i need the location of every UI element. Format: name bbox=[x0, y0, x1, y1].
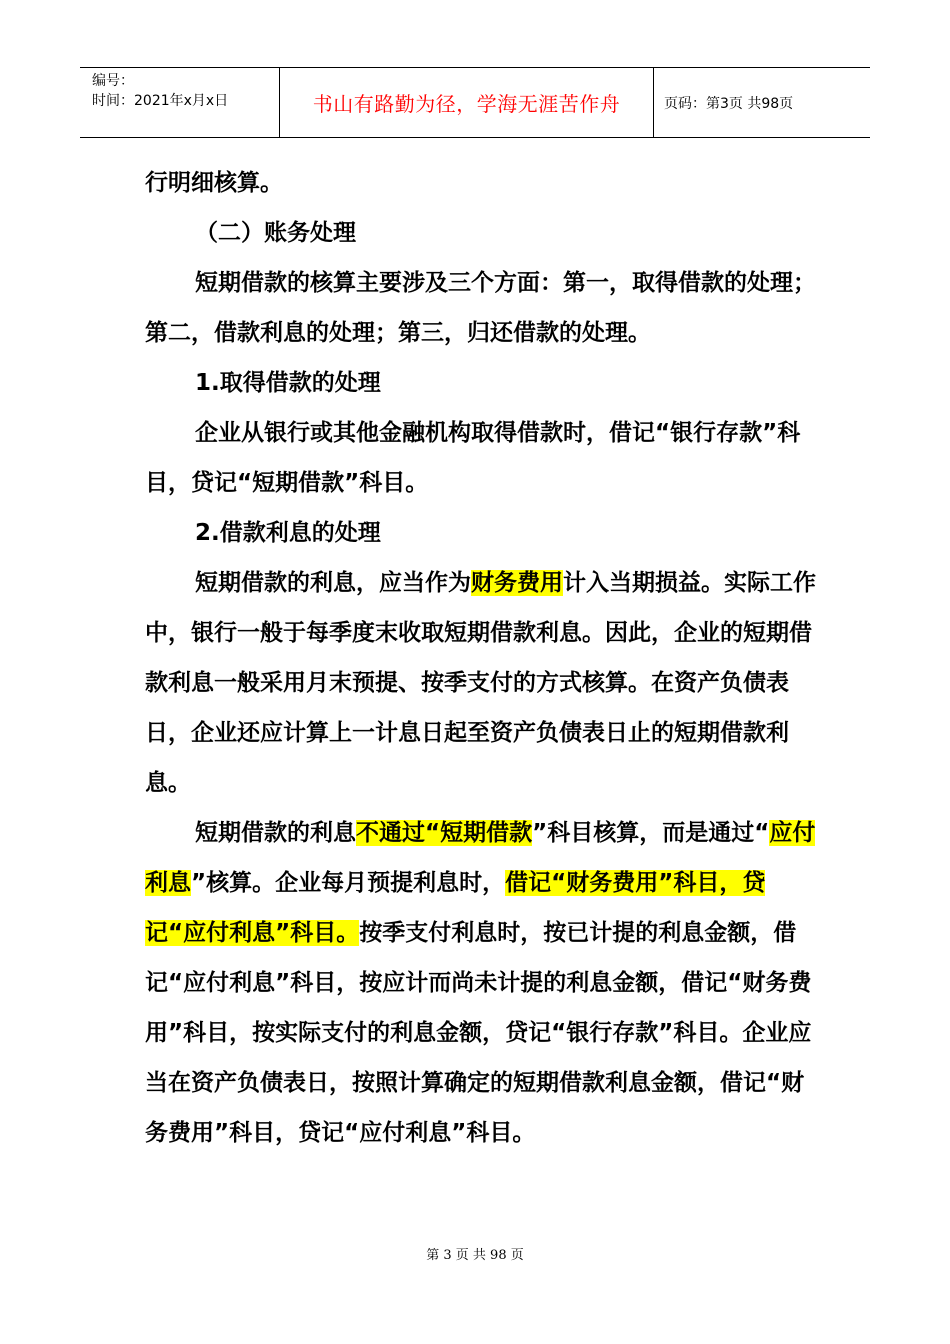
text-run: 按季支付利息时，按已计提的利息金额，借记“应付利息”科目，按应计而尚未计提的利息金额，借记“财务费用”科目，按实际支付的利息金额，贷记“银行存款”科目。企业应当在资产负债表日，按照计算确定的短期借款利息金额，借记“财务费用”科目，贷记“应付利息”科目。 bbox=[145, 920, 812, 1146]
text-run: 企业从银行或其他金融机构取得借款时，借记“银行存款”科目，贷记“短期借款”科目。 bbox=[145, 420, 801, 496]
page-footer: 第 3 页 共 98 页 bbox=[426, 1248, 524, 1263]
text-run: ”核算。企业每月预提利息时， bbox=[191, 870, 506, 896]
header-page-info: 页码：第3页 共98页 bbox=[664, 95, 794, 112]
text-run: 短期借款的核算主要涉及三个方面：第一，取得借款的处理；第二，借款利息的处理；第三，归还借款的处理。 bbox=[145, 270, 816, 346]
highlighted-text: 不通过“短期借款 bbox=[356, 820, 533, 846]
paragraph bbox=[145, 258, 825, 358]
text-run: （二）账务处理 bbox=[195, 220, 356, 246]
section-heading bbox=[145, 208, 825, 258]
text-run: ”科目核算，而是通过“ bbox=[532, 820, 770, 846]
subsection-heading bbox=[145, 358, 825, 408]
highlighted-text: 借记“财务费用”科目，贷记“应付利息”科目。 bbox=[145, 870, 766, 946]
text-run: 短期借款的利息 bbox=[195, 820, 356, 846]
highlighted-text: 应付利息 bbox=[145, 820, 816, 896]
document-number-label: 编号： bbox=[92, 73, 134, 89]
document-body bbox=[145, 158, 825, 1158]
paragraph bbox=[145, 408, 825, 508]
subsection-heading bbox=[145, 508, 825, 558]
header-motto: 书山有路勤为径，学海无涯苦作舟 bbox=[280, 68, 654, 137]
paragraph bbox=[145, 808, 825, 1158]
text-run: 行明细核算。 bbox=[145, 170, 283, 196]
header-meta bbox=[80, 68, 280, 137]
text-run: 计入当期损益。实际工作中，银行一般于每季度末收取短期借款利息。因此，企业的短期借款利息一般采用月末预提、按季支付的方式核算。在资产负债表日，企业还应计算上一计息日起至资产负债表日止的短期借款利息。 bbox=[145, 570, 816, 796]
text-run: 1.取得借款的处理 bbox=[195, 370, 381, 396]
page-header bbox=[80, 67, 870, 138]
paragraph bbox=[145, 158, 825, 208]
text-run: 短期借款的利息，应当作为 bbox=[195, 570, 471, 596]
paragraph bbox=[145, 558, 825, 808]
highlighted-text: 财务费用 bbox=[471, 570, 563, 596]
text-run: 2.借款利息的处理 bbox=[195, 520, 381, 546]
document-date: 时间：2021年x月x日 bbox=[92, 93, 229, 109]
